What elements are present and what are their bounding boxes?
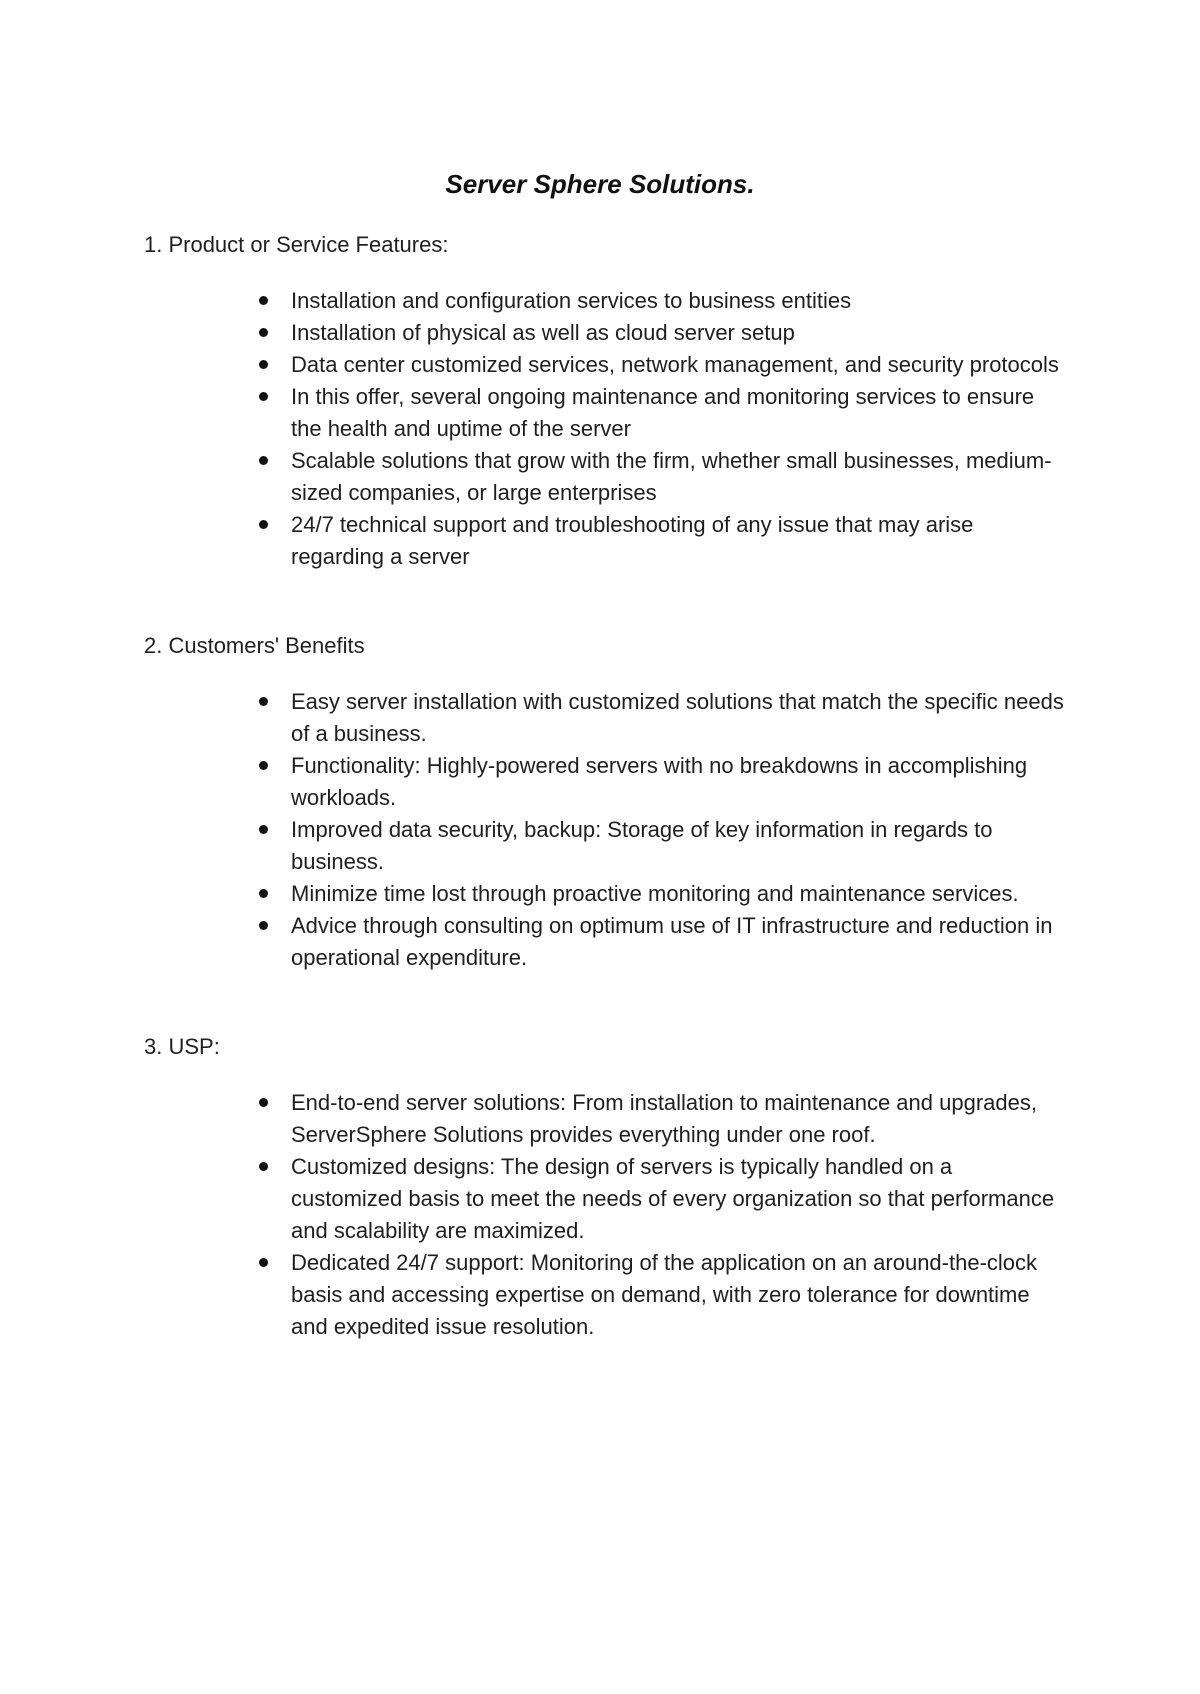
document-title: Server Sphere Solutions. xyxy=(445,169,755,199)
list-item xyxy=(144,381,1064,445)
list-item-text: Improved data security, backup: Storage of key information in regards to business. xyxy=(291,817,993,874)
bullet-icon xyxy=(259,1098,268,1107)
list-item-text: Data center customized services, network management, and security protocols xyxy=(291,352,1059,377)
list-item-text: Easy server installation with customized solutions that match the specific needs of a business. xyxy=(291,689,1064,746)
list-item-text: 24/7 technical support and troubleshooting of any issue that may arise regarding a server xyxy=(291,512,974,569)
list-item-text: Customized designs: The design of servers is typically handled on a customized basis to meet the needs of every organization so that performance and scalability are maximized. xyxy=(291,1154,1055,1243)
list-item-text: Installation and configuration services to business entities xyxy=(291,288,852,313)
list-item xyxy=(144,1247,1064,1343)
section-heading: 2. Customers' Benefits xyxy=(144,633,365,658)
section-heading: 3. USP: xyxy=(144,1034,220,1059)
bullet-icon xyxy=(259,1258,268,1267)
bullet-icon xyxy=(259,392,268,401)
list-item-text: End-to-end server solutions: From installation to maintenance and upgrades, ServerSphere Solutions provides everything under one roof. xyxy=(291,1090,1037,1147)
section-usp xyxy=(144,1031,1064,1343)
section-heading: 1. Product or Service Features: xyxy=(144,232,449,257)
bullet-icon xyxy=(259,889,268,898)
list-item xyxy=(144,910,1064,974)
list-item xyxy=(144,445,1064,509)
list-item xyxy=(144,750,1064,814)
list-item-text: Scalable solutions that grow with the firm, whether small businesses, medium-sized companies, or large enterprises xyxy=(291,448,1052,505)
bullet-list xyxy=(144,686,1064,974)
bullet-icon xyxy=(259,761,268,770)
list-item xyxy=(144,509,1064,573)
list-item xyxy=(144,349,1064,381)
list-item xyxy=(144,1087,1064,1151)
section-product-features xyxy=(144,229,1064,573)
list-item xyxy=(144,686,1064,750)
list-item-text: Installation of physical as well as cloud server setup xyxy=(291,320,795,345)
list-item xyxy=(144,878,1064,910)
bullet-list xyxy=(144,285,1064,573)
section-customer-benefits xyxy=(144,630,1064,974)
list-item-text: Functionality: Highly-powered servers with no breakdowns in accomplishing workloads. xyxy=(291,753,1028,810)
bullet-icon xyxy=(259,456,268,465)
bullet-icon xyxy=(259,697,268,706)
list-item-text: Dedicated 24/7 support: Monitoring of the application on an around-the-clock basis and accessing expertise on demand, with zero tolerance for downtime and expedited issue resolution. xyxy=(291,1250,1038,1339)
bullet-icon xyxy=(259,360,268,369)
bullet-icon xyxy=(259,520,268,529)
bullet-icon xyxy=(259,328,268,337)
list-item xyxy=(144,1151,1064,1247)
bullet-icon xyxy=(259,296,268,305)
list-item xyxy=(144,285,1064,317)
bullet-icon xyxy=(259,1162,268,1171)
bullet-icon xyxy=(259,921,268,930)
bullet-list xyxy=(144,1087,1064,1343)
list-item-text: In this offer, several ongoing maintenance and monitoring services to ensure the health and uptime of the server xyxy=(291,384,1035,441)
list-item xyxy=(144,814,1064,878)
list-item xyxy=(144,317,1064,349)
list-item-text: Minimize time lost through proactive monitoring and maintenance services. xyxy=(291,881,1019,906)
list-item-text: Advice through consulting on optimum use of IT infrastructure and reduction in operational expenditure. xyxy=(291,913,1053,970)
bullet-icon xyxy=(259,825,268,834)
